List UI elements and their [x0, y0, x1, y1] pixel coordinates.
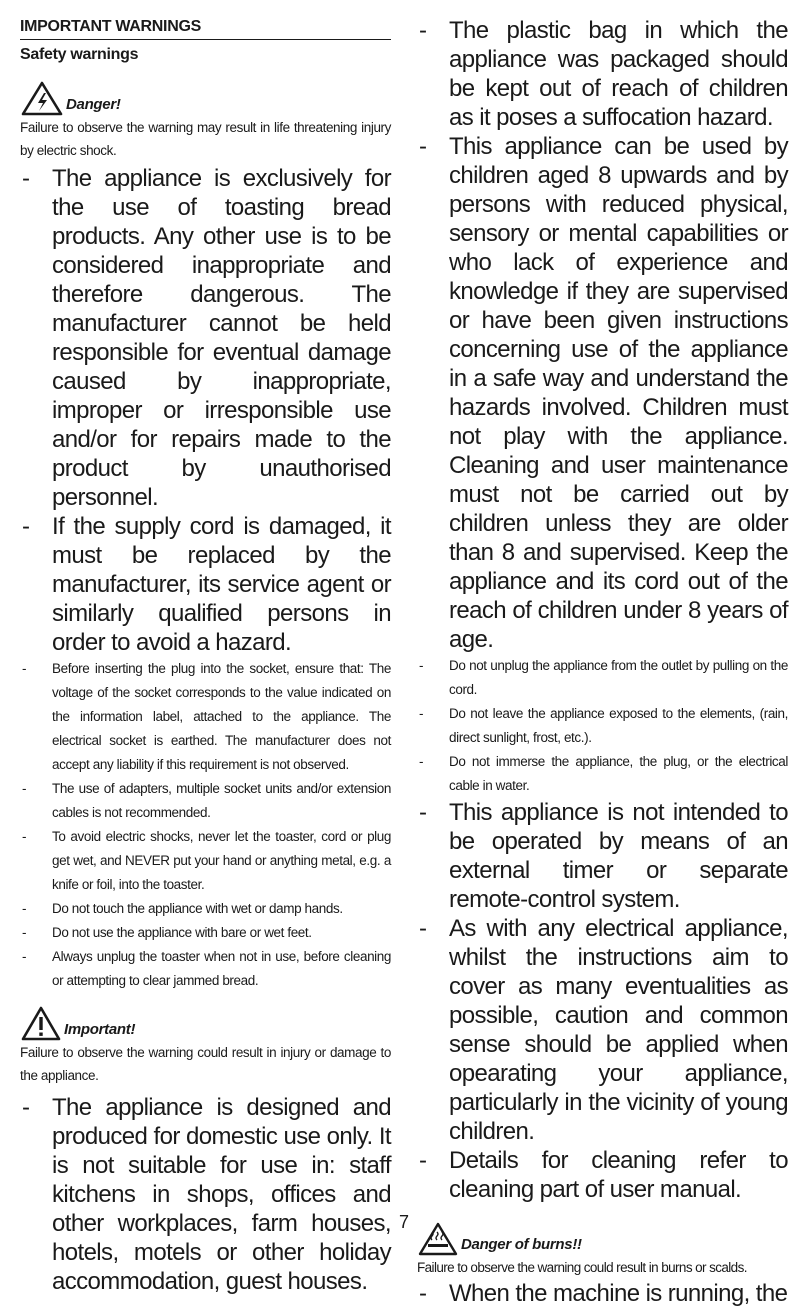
list-item: - Do not leave the appliance exposed to the elements, (rain, direct sunlight, frost, etc.). — [419, 706, 788, 745]
list-item: - The plastic bag in which the appliance was packaged should be kept out of reach of children as it poses a suffocation hazard. — [419, 17, 788, 131]
list-item: - Do not unplug the appliance from the outlet by pulling on the cord. — [419, 658, 788, 697]
burns-label: Danger of burns!! — [461, 1236, 582, 1253]
important-heading — [20, 1003, 391, 1041]
list-item: - Do not touch the appliance with wet or damp hands. — [22, 901, 343, 916]
electric-shock-warning-icon — [20, 80, 64, 116]
list-item: - To avoid electric shocks, never let the toaster, cord or plug get wet, and NEVER put your hand or anything metal, e.g. a knife or foil, into the toaster. — [22, 829, 391, 892]
list-item: - This appliance can be used by children aged 8 upwards and by persons with reduced physical, sensory or mental capabilities or who lack of experience and knowledge if they are supervised or have been given instructions concerning use of the appliance in a safe way and understand the hazards involved. Children must not play with the appliance. Cleaning and user maintenance must not be carried out by children unless they are older than 8 and supervised. Keep the appliance and its cord out of the reach of children under 8 years of age. — [419, 133, 788, 653]
list-item: - The appliance is exclusively for the use of toasting bread products. Any other use is to be considered inappropriate and therefore dangerous. The manufacturer cannot be held responsible for eventual damage caused by inappropriate, improper or irresponsible use and/or for repairs made to the product by unauthorised personnel. — [22, 165, 391, 511]
list-item: - Details for cleaning refer to cleaning part of user manual. — [419, 1147, 788, 1203]
list-item: - As with any electrical appliance, whilst the instructions aim to cover as many eventualities as possible, caution and common sense should be applied when opearating your appliance, particularly in the vicinity of young children. — [419, 915, 788, 1145]
danger-heading — [20, 78, 391, 116]
list-item: - This appliance is not intended to be operated by means of an external timer or separate remote-control system. — [419, 799, 788, 913]
danger-description: Failure to observe the warning may result in life threatening injury by electric shock. — [20, 120, 391, 158]
important-list — [20, 1093, 391, 1296]
list-item: - Do not use the appliance with bare or wet feet. — [22, 925, 312, 940]
list-item: - When the machine is running, the — [419, 1280, 788, 1307]
right-list-top — [417, 16, 788, 1204]
list-item: - Always unplug the toaster when not in use, before cleaning or attempting to clear jammed bread. — [22, 949, 391, 988]
section-title: IMPORTANT WARNINGS — [20, 16, 391, 40]
left-column — [20, 16, 391, 1296]
burns-list — [417, 1279, 788, 1308]
exclamation-warning-icon — [20, 1005, 62, 1041]
important-label: Important! — [64, 1021, 136, 1038]
list-item: - The appliance is designed and produced for domestic use only. It is not suitable for use in: staff kitchens in shops, offices and other workplaces, farm houses, hotels, motels or other holiday accommodation, guest houses. — [22, 1094, 391, 1295]
danger-list — [20, 164, 391, 993]
list-item: - If the supply cord is damaged, it must be replaced by the manufacturer, its service agent or similarly qualified persons in order to avoid a hazard. — [22, 513, 391, 656]
right-column — [417, 16, 788, 1308]
burns-description: Failure to observe the warning could result in burns or scalds. — [417, 1260, 747, 1275]
list-item: - Do not immerse the appliance, the plug, or the electrical cable in water. — [419, 754, 788, 793]
list-item: - The use of adapters, multiple socket units and/or extension cables is not recommended. — [22, 781, 391, 820]
danger-label: Danger! — [66, 96, 121, 113]
subsection-title: Safety warnings — [20, 46, 139, 63]
list-item: - Before inserting the plug into the socket, ensure that: The voltage of the socket corresponds to the value indicated on the information label, attached to the appliance. The electrical socket is earthed. The manufacturer does not accept any liability if this requirement is not observed. — [22, 661, 391, 772]
page-number: 7 — [398, 1212, 409, 1232]
important-description: Failure to observe the warning could result in injury or damage to the appliance. — [20, 1045, 391, 1083]
